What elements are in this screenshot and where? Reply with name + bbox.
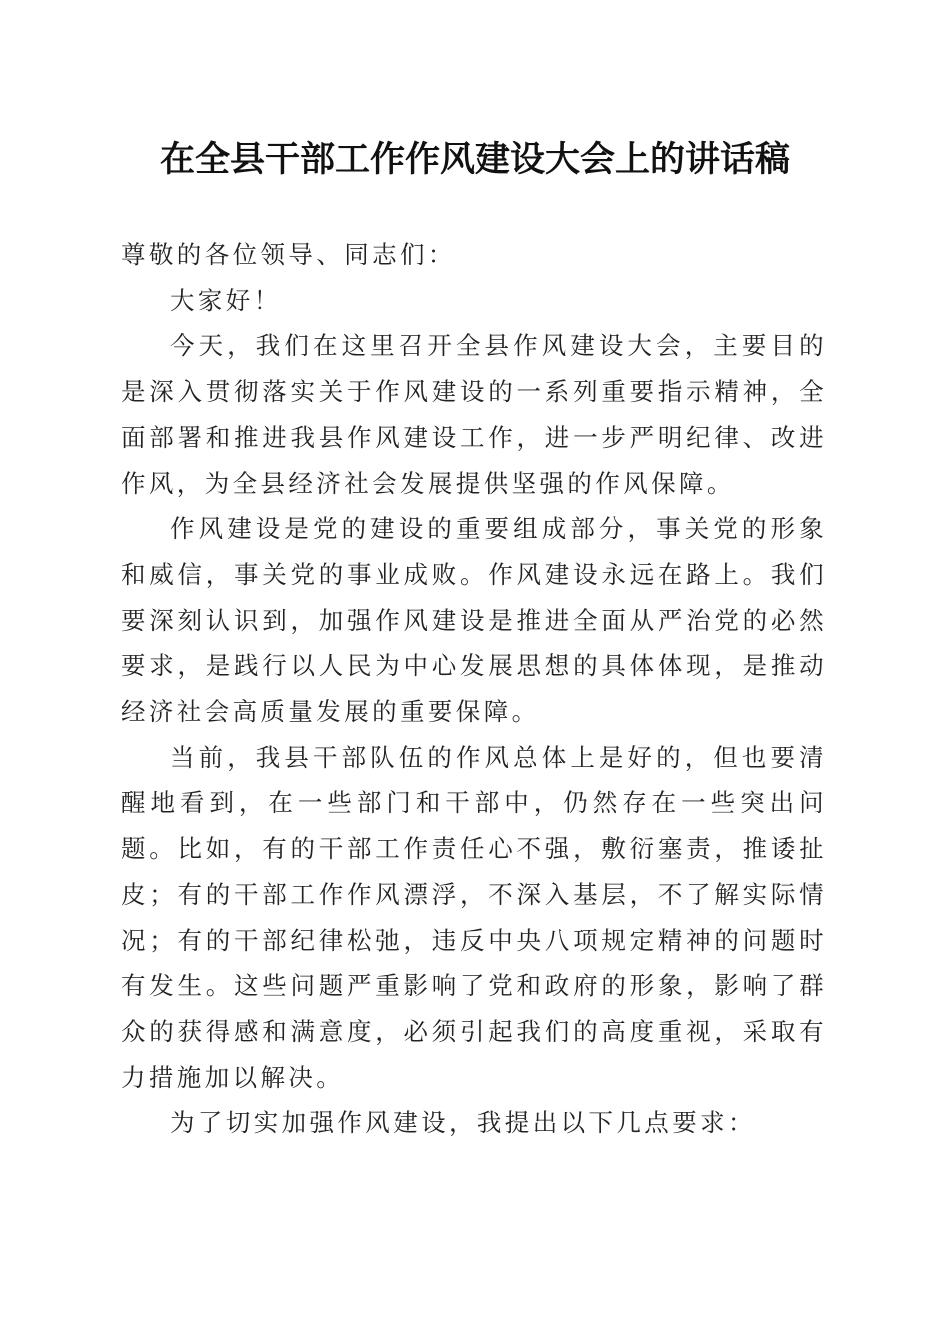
paragraph-1: 今天，我们在这里召开全县作风建设大会，主要目的是深入贯彻落实关于作风建设的一系列重要指示精神，全面部署和推进我县作风建设工作，进一步严明纪律、改进作风，为全县经济社会发展提供坚强的作风保障。	[121, 331, 827, 498]
paragraph-3: 当前，我县干部队伍的作风总体上是好的，但也要清醒地看到，在一些部门和干部中，仍然存在一些突出问题。比如，有的干部工作责任心不强，敷衍塞责，推诿扯皮；有的干部工作作风漂浮，不深入基层，不了解实际情况；有的干部纪律松弛，违反中央八项规定精神的问题时有发生。这些问题严重影响了党和政府的形象，影响了群众的获得感和满意度，必须引起我们的高度重视，采取有力措施加以解决。	[121, 742, 827, 1092]
document-title: 在全县干部工作作风建设大会上的讲话稿	[159, 139, 790, 180]
paragraph-4: 为了切实加强作风建设，我提出以下几点要求：	[170, 1108, 756, 1138]
greeting: 大家好！	[170, 285, 282, 315]
paragraph-2: 作风建设是党的建设的重要组成部分，事关党的形象和威信，事关党的事业成败。作风建设永远在路上。我们要深刻认识到，加强作风建设是推进全面从严治党的必然要求，是践行以人民为中心发展思想的具体体现，是推动经济社会高质量发展的重要保障。	[121, 514, 827, 727]
salutation: 尊敬的各位领导、同志们：	[121, 240, 456, 269]
document-body	[121, 232, 827, 1146]
